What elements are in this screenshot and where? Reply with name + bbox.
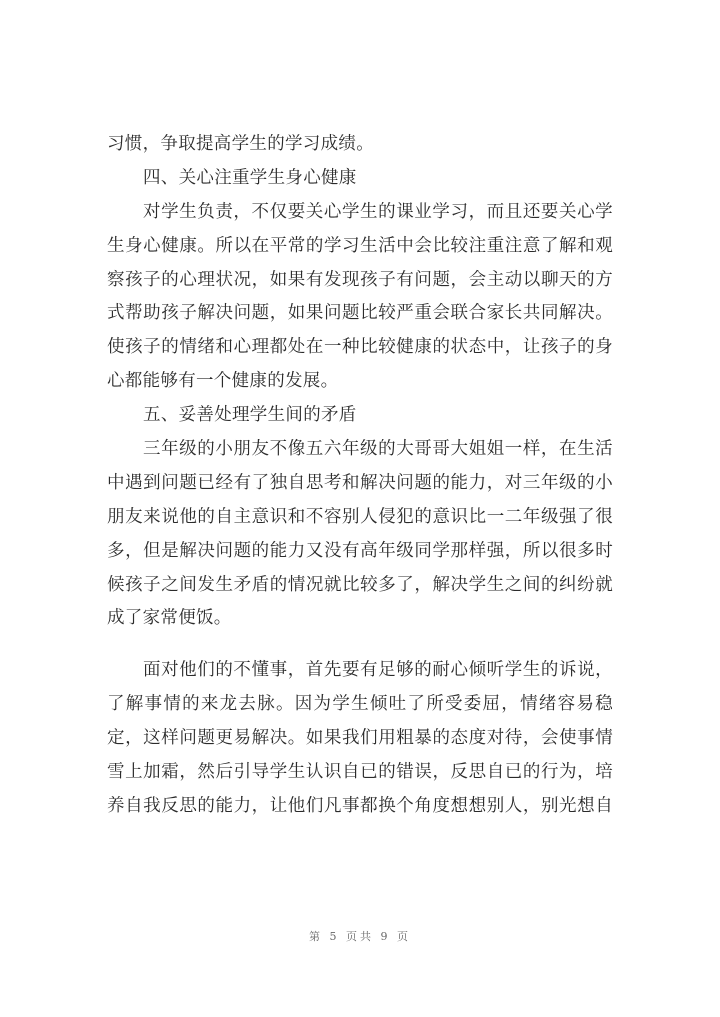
paragraph [107, 196, 613, 399]
paragraph [107, 433, 613, 636]
text-line: 养自我反思的能力，让他们凡事都换个角度想想别人，别光想自 [107, 795, 613, 816]
text-line: 三年级的小朋友不像五六年级的大哥哥大姐姐一样，在生活 [143, 439, 613, 460]
paragraph [107, 128, 613, 162]
text-line: 使孩子的情绪和心理都处在一种比较健康的状态中，让孩子的身 [107, 337, 613, 358]
text-line: 候孩子之间发生矛盾的情况就比较多了，解决学生之间的纠纷就 [107, 574, 613, 595]
text-line: 习惯，争取提高学生的学习成绩。 [107, 134, 374, 154]
text-line: 对学生负责，不仅要关心学生的课业学习，而且还要关心学 [143, 201, 613, 222]
paragraph-gap [107, 636, 613, 654]
document-body [107, 128, 613, 824]
text-line: 中遇到问题已经有了独自思考和解决问题的能力，对三年级的小 [107, 472, 613, 493]
text-line: 成了家常便饭。 [107, 608, 232, 629]
section-heading: 五、妥善处理学生间的矛盾 [143, 405, 357, 426]
text-line: 心都能够有一个健康的发展。 [107, 371, 339, 392]
text-line: 面对他们的不懂事，首先要有足够的耐心倾听学生的诉说， [143, 660, 613, 681]
text-line: 察孩子的心理状况，如果有发现孩子有问题，会主动以聊天的方 [107, 269, 613, 290]
text-line: 生身心健康。所以在平常的学习生活中会比较注重注意了解和观 [107, 235, 613, 256]
text-line: 多，但是解决问题的能力又没有高年级同学那样强，所以很多时 [107, 540, 613, 561]
text-line: 定，这样问题更易解决。如果我们用粗暴的态度对待，会使事情 [107, 728, 613, 749]
text-line: 雪上加霜，然后引导学生认识自已的错误，反思自已的行为，培 [107, 762, 613, 783]
text-line: 式帮助孩子解决问题，如果问题比较严重会联合家长共同解决。 [107, 303, 613, 324]
text-line: 了解事情的来龙去脉。因为学生倾吐了所受委屈，情绪容易稳 [107, 694, 613, 715]
page-footer: 第 5 页共 9 页 [309, 930, 411, 943]
paragraph [107, 654, 613, 823]
section-heading: 四、关心注重学生身心健康 [143, 167, 357, 188]
text-line: 朋友来说他的自主意识和不容别人侵犯的意识比一二年级强了很 [107, 506, 613, 527]
